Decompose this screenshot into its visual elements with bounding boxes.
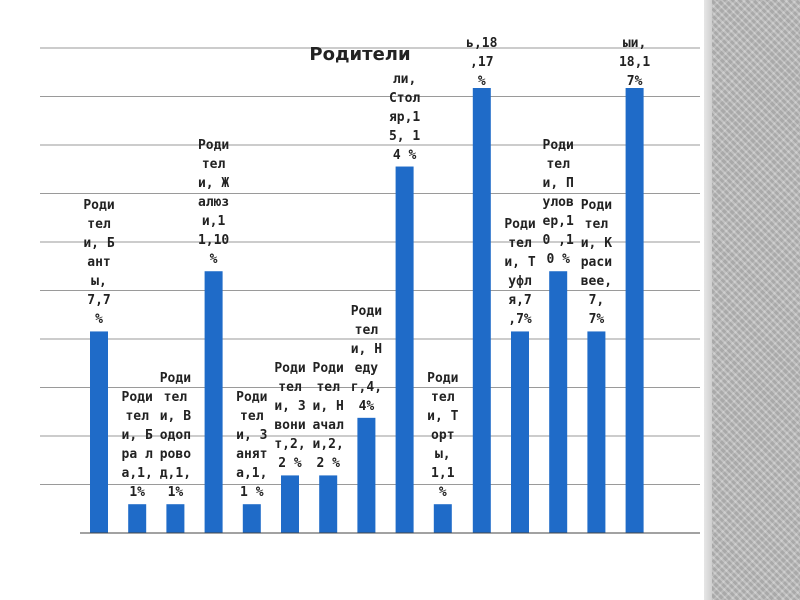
bar (396, 167, 414, 533)
bar (587, 331, 605, 533)
data-label: Родители, Звонит,2,2 % (274, 361, 306, 472)
bar (319, 475, 337, 533)
data-label: ли, Столяр,15, 14 % (388, 71, 421, 163)
bar (90, 331, 108, 533)
data-label: Родители, Водопровод,1, 1% (159, 371, 192, 501)
bar (205, 271, 223, 533)
bar (243, 504, 261, 533)
bar (281, 475, 299, 533)
bar (473, 88, 491, 533)
data-label: Родители, Пуловер,10 ,10 % (542, 138, 574, 268)
chart-title: Родители (309, 44, 411, 65)
bar (511, 331, 529, 533)
data-label: Родители, Недуг,4, 4% (350, 303, 383, 414)
bar (626, 88, 644, 533)
data-label: ь,18 ,17 % (466, 36, 498, 89)
data-label: Родители, Красивее,7, 7% (580, 198, 613, 328)
data-label: Родители, Бра ла,1,1% (121, 390, 153, 501)
data-label: Родители, Жалюзи,11,10 % (197, 138, 230, 268)
bar (166, 504, 184, 533)
bar (357, 418, 375, 533)
data-label: Родители, Начали,2,2 % (312, 361, 344, 472)
data-label: ыи, 18,1 7% (618, 36, 651, 89)
data-label: Родители, Торты, 1,1 % (427, 371, 459, 501)
data-label: Родители, Банты, 7,7 % (83, 198, 115, 328)
data-label: Родители, Занята,1,1 % (236, 390, 268, 501)
bar (128, 504, 146, 533)
data-label: Родители, Туфля,7 ,7% (504, 217, 536, 328)
bar (434, 504, 452, 533)
bar (549, 271, 567, 533)
